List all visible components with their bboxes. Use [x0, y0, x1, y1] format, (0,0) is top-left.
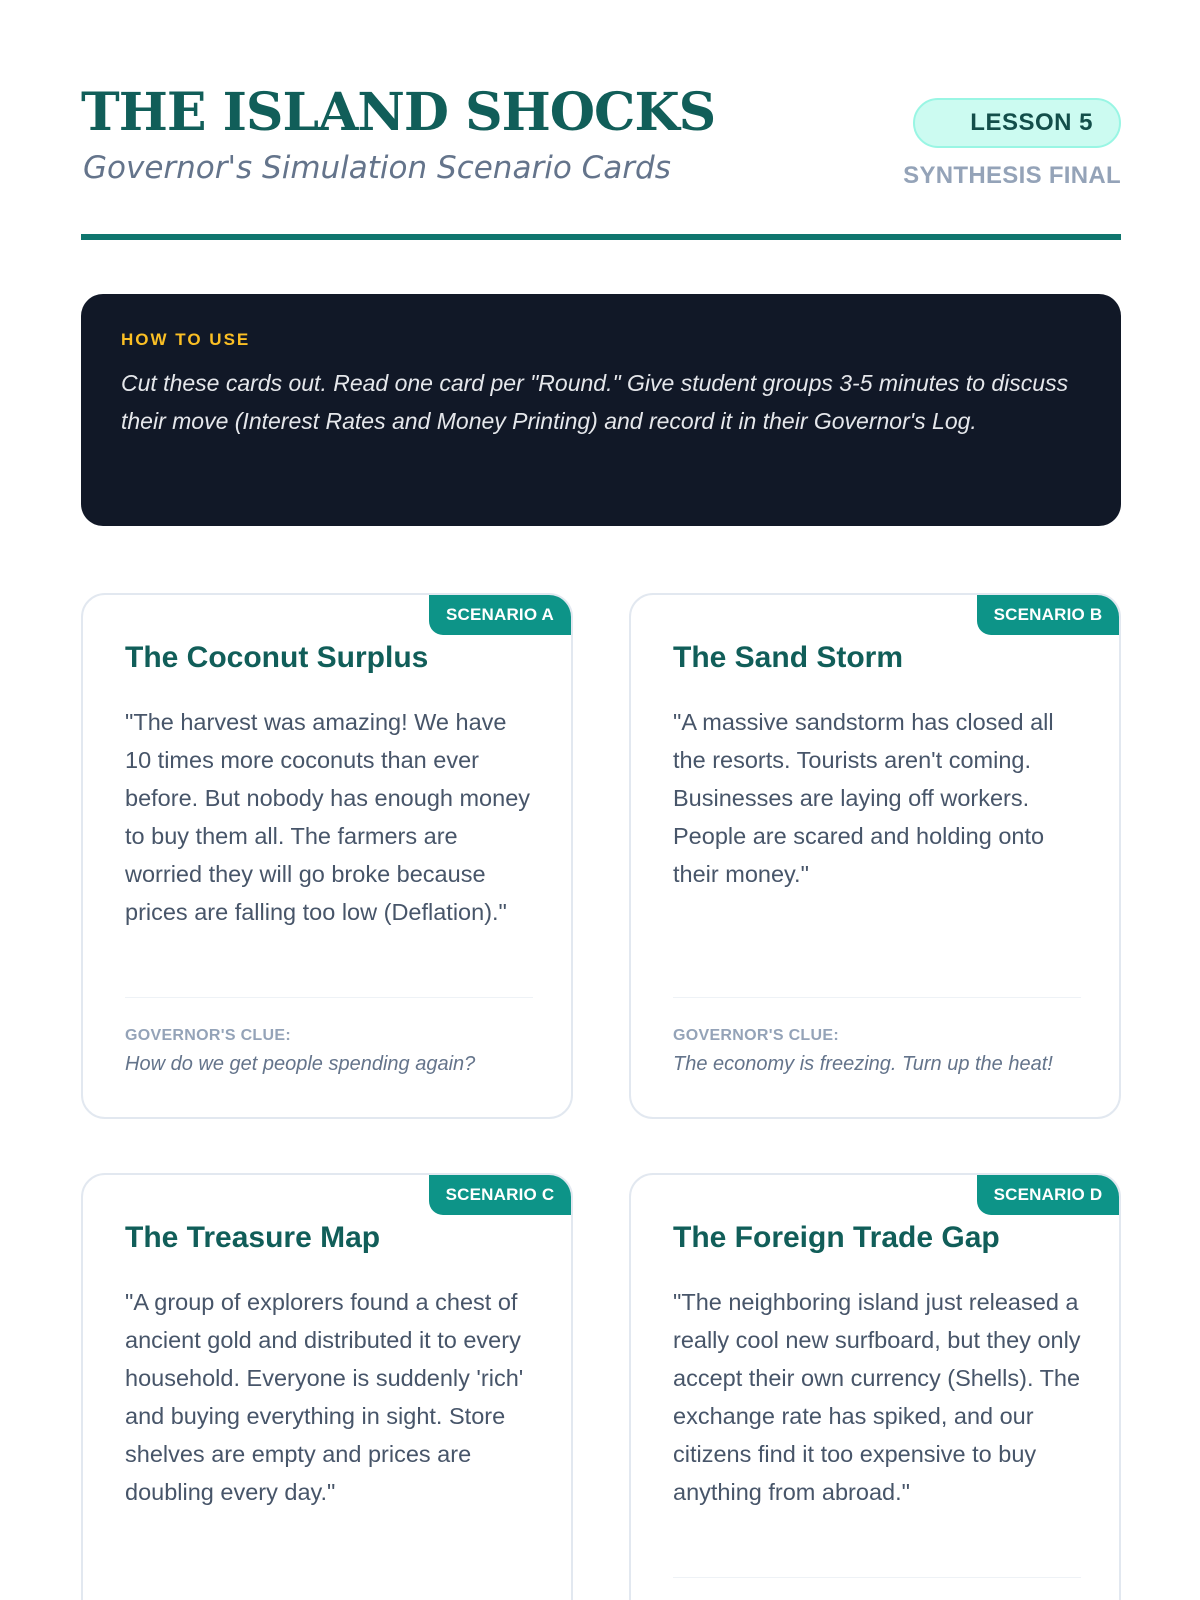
- card-divider: [125, 997, 533, 998]
- scenario-title: The Sand Storm: [673, 641, 904, 674]
- scenario-card-a: [81, 593, 573, 1119]
- header-divider: [81, 234, 1121, 240]
- page-subtitle: Governor's Simulation Scenario Cards: [83, 150, 671, 186]
- governor-clue-text: How do we get people spending again?: [125, 1053, 476, 1075]
- scenario-tag: SCENARIO B: [977, 595, 1119, 635]
- lesson-badge: LESSON 5: [913, 98, 1121, 148]
- worksheet-page: [81, 0, 1121, 1505]
- scenario-tag: SCENARIO A: [429, 595, 571, 635]
- scenario-description: "A massive sandstorm has closed all the resorts. Tourists aren't coming. Businesses are laying off workers. People are scared and holding onto their money.": [673, 709, 1054, 887]
- how-to-use-panel: [81, 294, 1121, 526]
- card-divider: [673, 997, 1081, 998]
- scenario-description: "A group of explorers found a chest of ancient gold and distributed it to every household. Everyone is suddenly 'rich' and buying everything in sight. Store shelves are empty and prices are doubling every day.": [125, 1289, 524, 1505]
- synthesis-label: SYNTHESIS FINAL: [903, 162, 1121, 189]
- scenario-description: "The harvest was amazing! We have 10 times more coconuts than ever before. But nobody has enough money to buy them all. The farmers are worried they will go broke because prices are falling too low (Deflation).": [125, 709, 531, 925]
- scenario-description: "The neighboring island just released a really cool new surfboard, but they only accept their own currency (Shells). The exchange rate has spiked, and our citizens find it too expensive to buy anything from abroad.": [673, 1289, 1081, 1505]
- scenario-tag: SCENARIO C: [429, 1175, 571, 1215]
- governor-clue-label: GOVERNOR'S CLUE:: [673, 1027, 839, 1044]
- scenario-card-b: [629, 593, 1121, 1119]
- scenario-tag: SCENARIO D: [977, 1175, 1119, 1215]
- scenario-title: The Treasure Map: [125, 1221, 381, 1254]
- governor-clue-label: GOVERNOR'S CLUE:: [125, 1027, 291, 1044]
- page-title: THE ISLAND SHOCKS: [81, 82, 716, 143]
- scenario-card-c: [81, 1173, 573, 1600]
- governor-clue-text: The economy is freezing. Turn up the heat!: [673, 1053, 1053, 1075]
- scenario-card-d: [629, 1173, 1121, 1600]
- card-divider: [673, 1577, 1081, 1578]
- scenario-title: The Foreign Trade Gap: [673, 1221, 1000, 1254]
- how-to-use-text: Cut these cards out. Read one card per "Round." Give student groups 3-5 minutes to discuss their move (Interest Rates and Money Printing) and record it in their Governor's Log.: [121, 370, 1069, 434]
- scenario-title: The Coconut Surplus: [125, 641, 429, 674]
- how-to-use-label: HOW TO USE: [121, 330, 251, 349]
- page-header: [81, 0, 1121, 240]
